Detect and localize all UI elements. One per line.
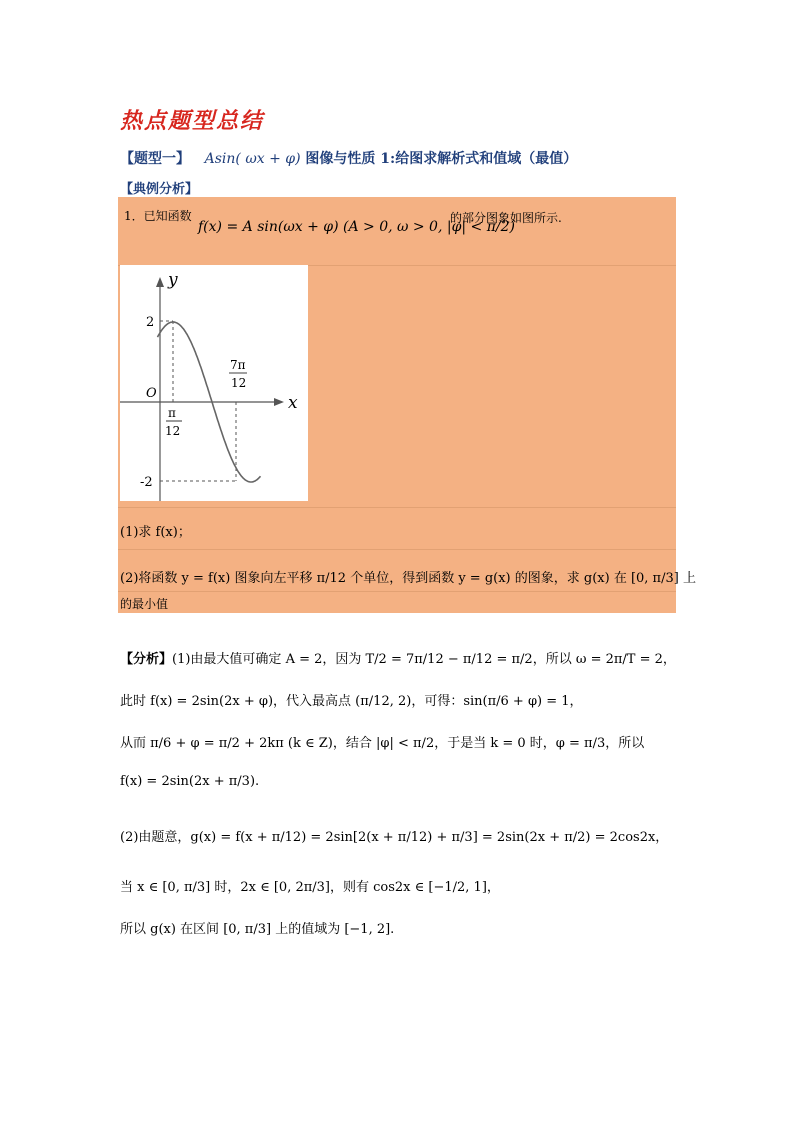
question-part-2-cont: 的最小值 <box>120 597 169 611</box>
solution-line-6: 当 x ∈ [0, π/3] 时，2x ∈ [0, 2π/3]，则有 cos2x ∈ [−1/2, 1]， <box>120 880 500 895</box>
solution-line-1-text: (1)由最大值可确定 A = 2，因为 T/2 = 7π/12 − π/12 = π/2，所以 ω = 2π/T = 2， <box>172 652 676 667</box>
row-divider <box>118 507 676 508</box>
y-min-label: -2 <box>140 475 153 490</box>
problem-box <box>118 197 696 613</box>
graph-svg <box>120 265 308 501</box>
solution-line-2: 此时 f(x) = 2sin(2x + φ)，代入最高点 (π/12, 2)，可得：sin(π/6 + φ) = 1， <box>120 694 583 709</box>
question-part-1: (1)求 f(x)； <box>120 525 191 540</box>
solution-line-3: 从而 π/6 + φ = π/2 + 2kπ (k ∈ Z)，结合 |φ| < π/2，于是当 k = 0 时，φ = π/3，所以 <box>120 736 645 751</box>
x-axis-label: x <box>288 393 298 413</box>
topic-tag: 【题型一】 <box>120 151 190 167</box>
x1-numerator: π <box>168 406 176 420</box>
solution-line-1 <box>120 648 676 667</box>
x1-denominator: 12 <box>165 424 181 438</box>
solution-line-7: 所以 g(x) 在区间 [0, π/3] 上的值域为 [−1, 2]. <box>120 922 395 937</box>
x-axis-arrow <box>274 398 284 406</box>
row-divider <box>118 591 676 592</box>
origin-label: O <box>146 386 157 401</box>
solution-line-5: (2)由题意，g(x) = f(x + π/12) = 2sin[2(x + π/12) + π/3] = 2sin(2x + π/2) = 2cos2x， <box>120 830 669 845</box>
x2-denominator: 12 <box>231 376 247 390</box>
solution-tag: 【分析】 <box>120 652 173 667</box>
x2-numerator: 7π <box>230 358 246 372</box>
y-max-label: 2 <box>146 315 155 330</box>
y-axis-arrow <box>156 277 164 287</box>
topic-title <box>120 148 577 168</box>
page-heading: 热点题型总结 <box>120 108 265 134</box>
function-graph <box>120 265 308 501</box>
problem-intro: 1．已知函数 <box>124 209 192 223</box>
y-axis-label: y <box>168 270 178 290</box>
solution-line-4: f(x) = 2sin(2x + π/3). <box>120 774 260 789</box>
example-label: 【典例分析】 <box>120 182 199 197</box>
problem-formula: f(x) = A sin(ωx + φ) (A > 0, ω > 0, |φ| < π/2) <box>198 219 516 235</box>
topic-math: Asin( ωx + φ) <box>204 151 301 167</box>
row-divider <box>118 549 676 550</box>
problem-tail: 的部分图象如图所示. <box>450 211 562 225</box>
topic-rest: 图像与性质 1:给图求解析式和值域（最值） <box>305 151 578 167</box>
question-part-2: (2)将函数 y = f(x) 图象向左平移 π/12 个单位，得到函数 y = g(x) 的图象，求 g(x) 在 [0, π/3] 上 <box>120 571 696 586</box>
